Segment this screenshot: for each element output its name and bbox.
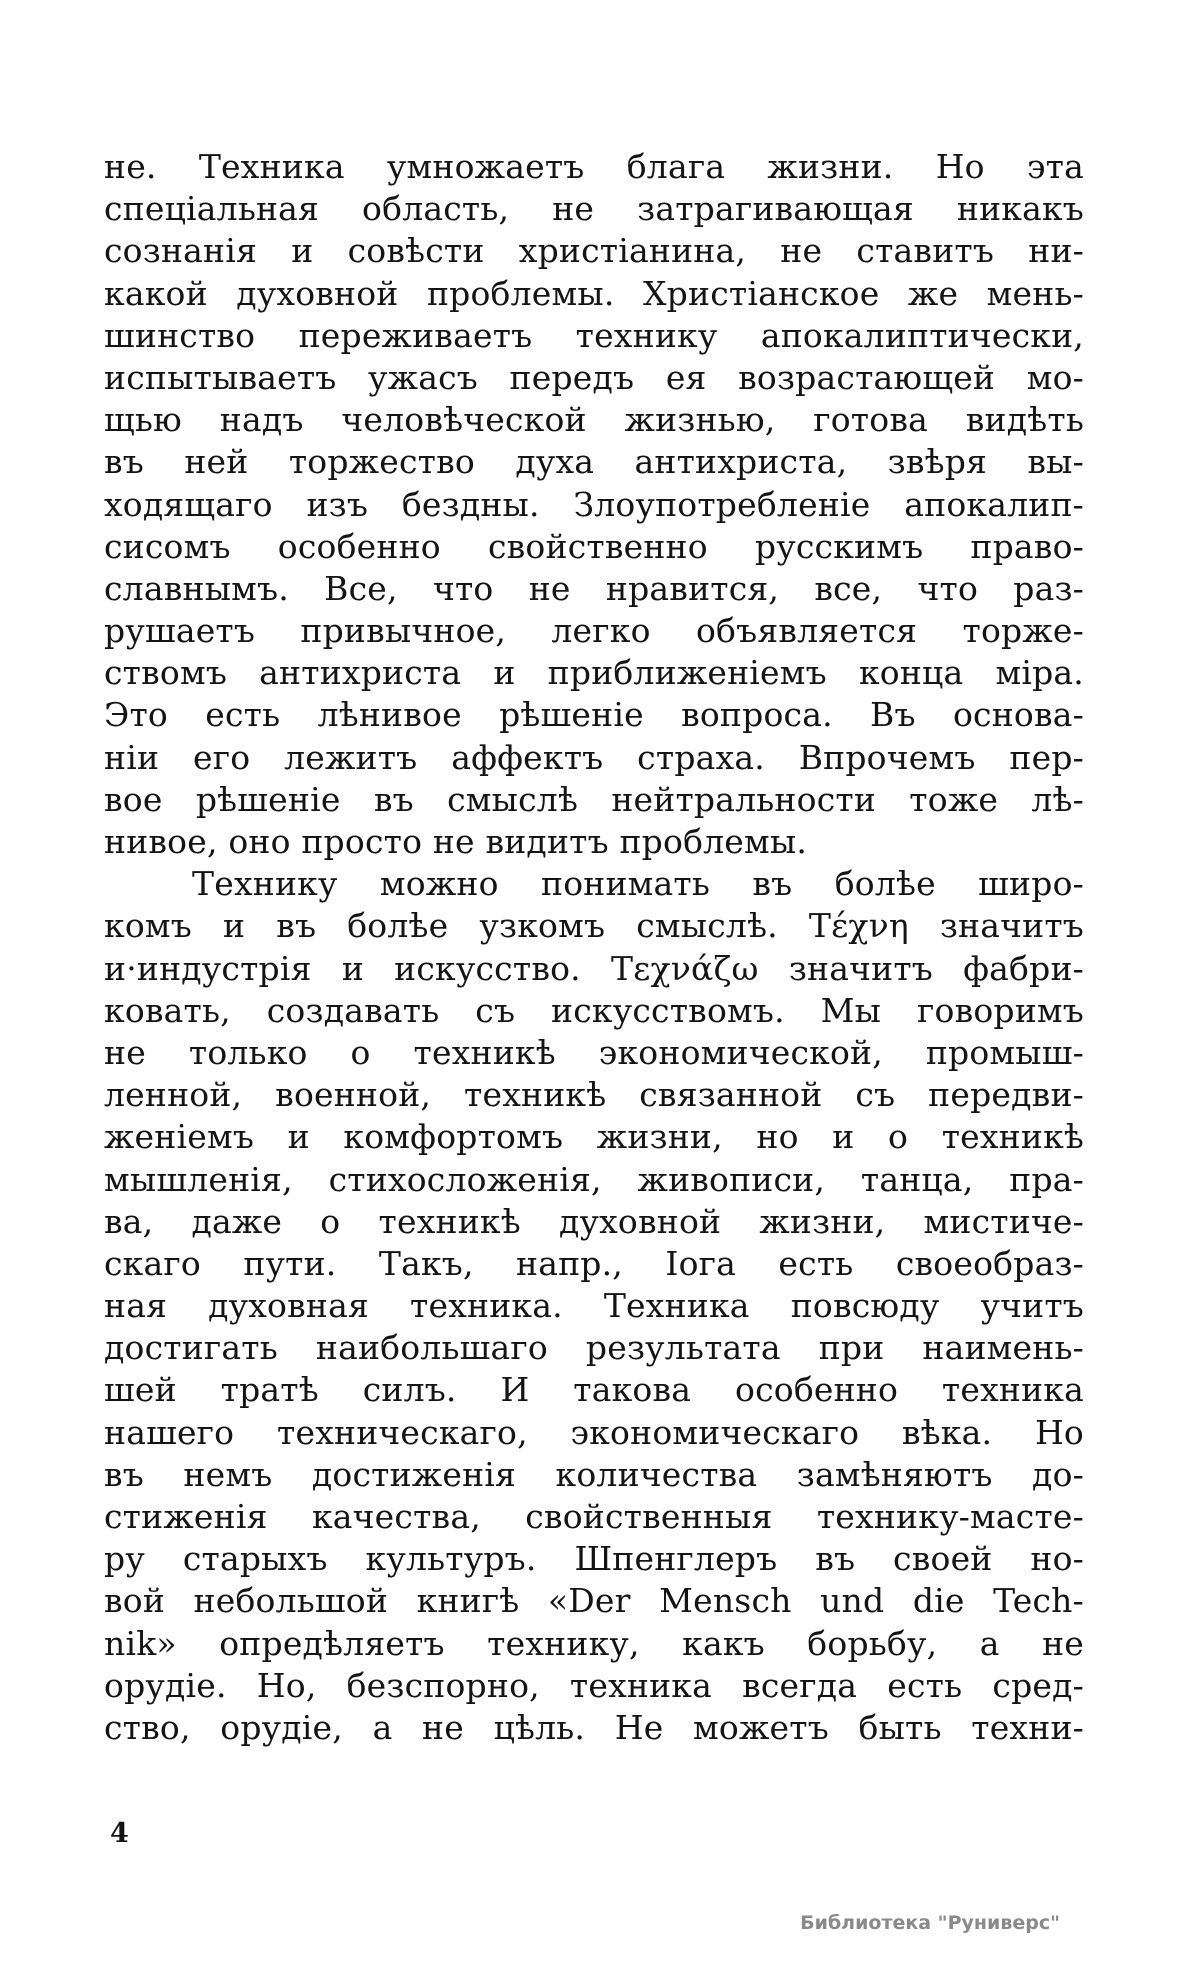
page-number: 4 bbox=[110, 1818, 129, 1849]
body-text bbox=[104, 146, 1084, 1749]
text-line: шей тратѣ силъ. И такова особенно техника bbox=[104, 1370, 1084, 1410]
text-line: нашего техническаго, экономическаго вѣка. Но bbox=[104, 1412, 1084, 1452]
text-line: не. Техника умножаетъ блага жизни. Но эта bbox=[104, 147, 1084, 186]
text-line: рушаетъ привычное, легко объявляется торже- bbox=[104, 611, 1084, 651]
text-line: женiемъ и комфортомъ жизни, но и о техникѣ bbox=[104, 1117, 1084, 1157]
text-line: щью надъ человѣческой жизнью, готова видѣть bbox=[104, 400, 1084, 440]
text-line: не только о техникѣ экономической, промыш- bbox=[104, 1032, 1084, 1072]
text-line: мышленiя, стихосложенiя, живописи, танца, пра- bbox=[104, 1159, 1084, 1199]
text-line: ковать, создавать съ искусствомъ. Мы говоримъ bbox=[104, 990, 1084, 1030]
text-line: скаго пути. Такъ, напр., Iога есть своеобраз- bbox=[104, 1243, 1084, 1283]
library-watermark: Библиотека "Руниверс" bbox=[800, 1912, 1060, 1934]
text-line: сисомъ особенно свойственно русскимъ право- bbox=[104, 526, 1084, 566]
text-line: славнымъ. Все, что не нравится, все, что раз- bbox=[104, 568, 1084, 608]
text-line: ная духовная техника. Техника повсюду учитъ bbox=[104, 1286, 1084, 1326]
text-line: сознанiя и совѣсти христiанина, не ставитъ ни- bbox=[104, 231, 1084, 271]
text-line: нiи его лежитъ аффектъ страха. Впрочемъ пер- bbox=[104, 737, 1084, 777]
text-line: стиженiя качества, свойственныя технику-масте- bbox=[104, 1497, 1084, 1536]
text-line: вое рѣшенiе въ смыслѣ нейтральности тоже лѣ- bbox=[104, 779, 1084, 819]
text-line: ствомъ антихриста и приближенiемъ конца мiра. bbox=[104, 653, 1084, 693]
text-line: шинство переживаетъ технику апокалиптически, bbox=[104, 315, 1084, 355]
text-line: какой духовной проблемы. Христiанское же мень- bbox=[104, 273, 1084, 313]
text-line: ство, орудiе, а не цѣль. Не можетъ быть техни- bbox=[104, 1707, 1084, 1747]
text-line: комъ и въ болѣе узкомъ смыслѣ. Τέχνη значитъ bbox=[104, 906, 1084, 946]
text-line: nik» опредѣляетъ технику, какъ борьбу, а не bbox=[104, 1623, 1084, 1663]
paragraph-start-line: Технику можно понимать въ болѣе широ- bbox=[192, 864, 1084, 904]
text-line: ленной, военной, техникѣ связанной съ передви- bbox=[104, 1075, 1084, 1115]
text-line: спецiальная область, не затрагивающая никакъ bbox=[104, 189, 1084, 229]
text-line: въ ней торжество духа антихриста, звѣря вы- bbox=[104, 442, 1084, 482]
text-line: ва, даже о техникѣ духовной жизни, мистиче- bbox=[104, 1201, 1084, 1241]
text-line: достигать наибольшаго результата при наимень- bbox=[104, 1328, 1084, 1368]
text-line: и·индустрiя и искусство. Τεχνάζω значитъ фабри- bbox=[104, 948, 1084, 988]
text-line: орудiе. Но, безспорно, техника всегда есть сред- bbox=[104, 1665, 1084, 1705]
text-line: вой небольшой книгѣ «Der Mensch und die Tech- bbox=[104, 1581, 1084, 1621]
text-line: ру старыхъ культуръ. Шпенглеръ въ своей но- bbox=[104, 1539, 1084, 1579]
text-line: Это есть лѣнивое рѣшенiе вопроса. Въ основа- bbox=[104, 695, 1084, 735]
text-line: испытываетъ ужасъ передъ ея возрастающей мо- bbox=[104, 357, 1084, 397]
text-line: въ немъ достиженiя количества замѣняютъ до- bbox=[104, 1454, 1084, 1494]
paragraph-end-line: нивое, оно просто не видитъ проблемы. bbox=[104, 822, 808, 861]
text-line: ходящаго изъ бездны. Злоупотребленiе апокалип- bbox=[104, 484, 1084, 524]
